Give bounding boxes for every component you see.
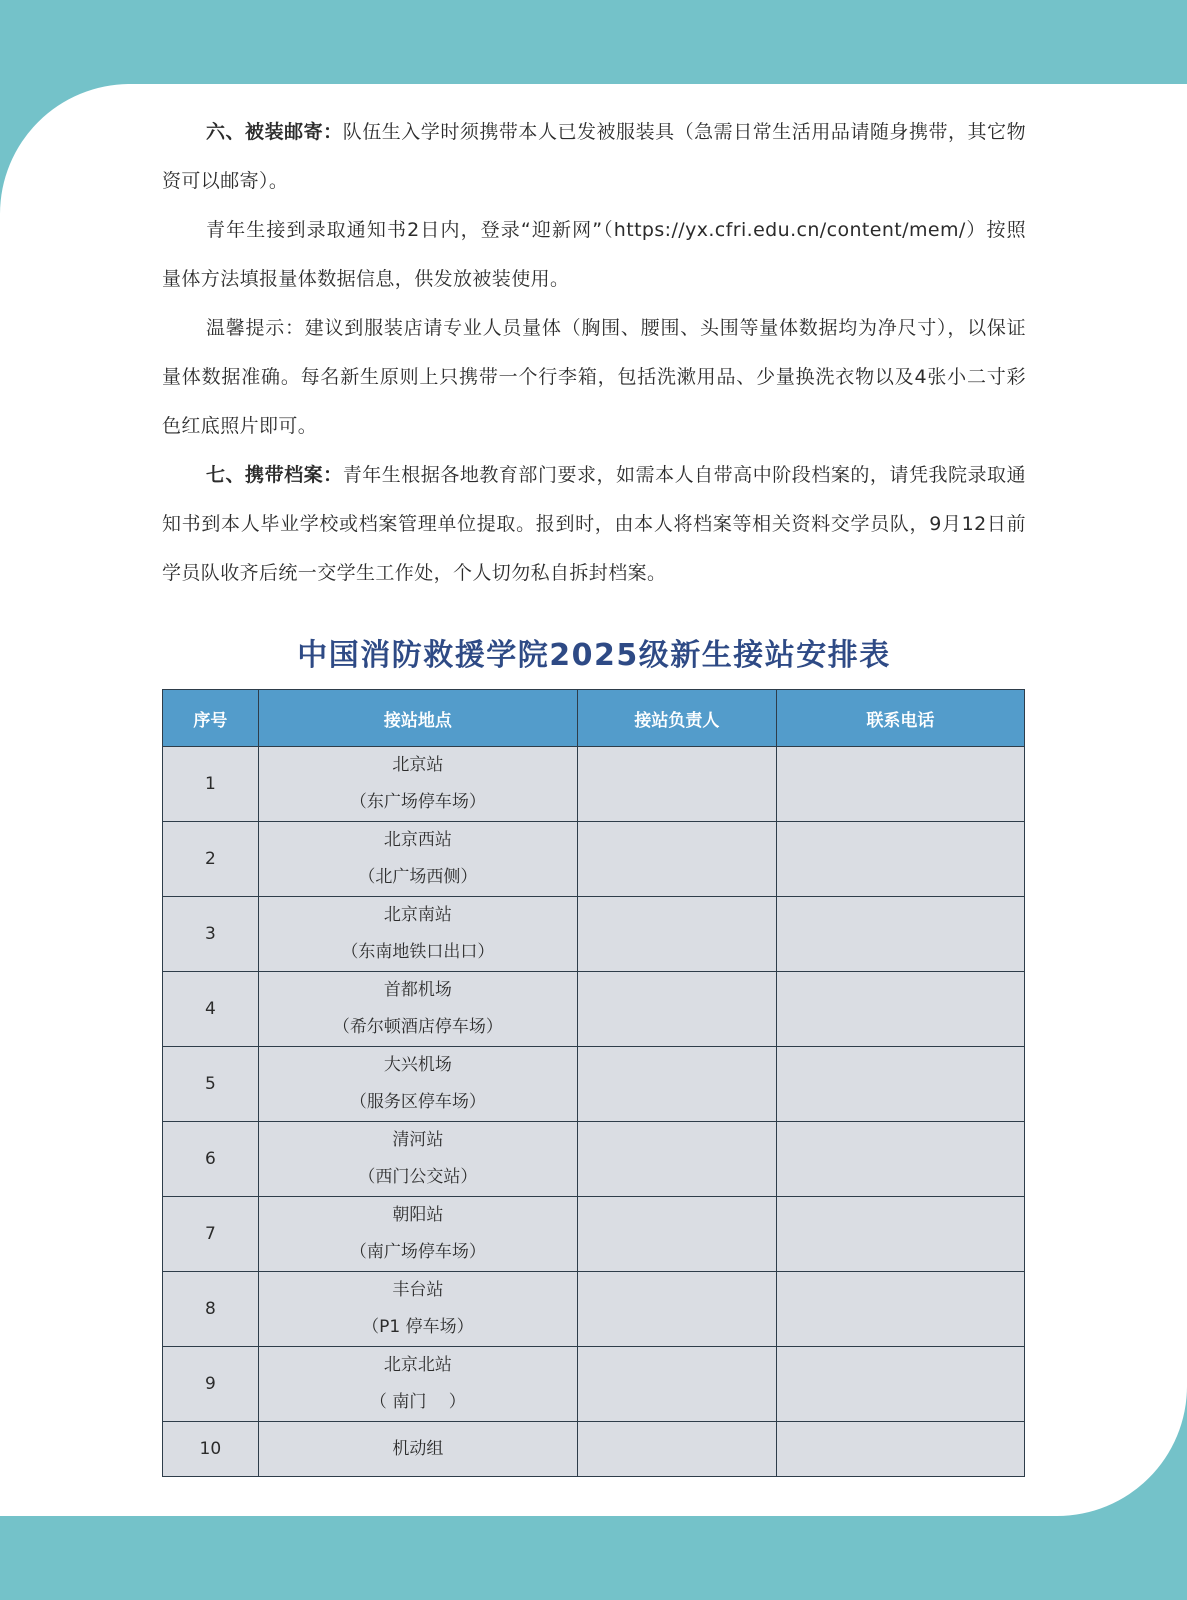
pickup-location <box>258 747 577 822</box>
table-title: 中国消防救援学院2025级新生接站安排表 <box>297 638 891 673</box>
section-text: 温馨提示：建议到服装店请专业人员量体（胸围、腰围、头围等量体数据均为净尺寸），以保证量体数据准确。每名新生原则上只携带一个行李箱，包括洗漱用品、少量换洗衣物以及4张小二寸彩色红底照片即可。 <box>162 317 1026 437</box>
contact-phone <box>776 747 1024 822</box>
pickup-location <box>258 822 577 897</box>
contact-phone <box>776 1272 1024 1347</box>
contact-phone <box>776 897 1024 972</box>
location-name: 北京西站 <box>383 830 452 850</box>
row-number: 9 <box>163 1347 259 1422</box>
pickup-location <box>258 1047 577 1122</box>
section-archives <box>162 451 1026 598</box>
section-text: 青年生根据各地教育部门要求，如需本人自带高中阶段档案的，请凭我院录取通知书到本人毕业学校或档案管理单位提取。报到时，由本人将档案等相关资料交学员队，9月12日前学员队收齐后统一交学生工作处，个人切勿私自拆封档案。 <box>162 464 1026 584</box>
location-detail: （ 南门 ） <box>369 1392 466 1412</box>
pickup-person <box>577 1122 776 1197</box>
table-row <box>163 822 1025 897</box>
pickup-person <box>577 1347 776 1422</box>
location-detail: （北广场西侧） <box>358 867 478 887</box>
pickup-person <box>577 972 776 1047</box>
contact-phone <box>776 1347 1024 1422</box>
table-row <box>163 1122 1025 1197</box>
location-detail: （服务区停车场） <box>349 1092 486 1112</box>
contact-phone <box>776 1422 1024 1477</box>
contact-phone <box>776 1197 1024 1272</box>
row-number: 1 <box>163 747 259 822</box>
row-number: 8 <box>163 1272 259 1347</box>
contact-phone <box>776 1122 1024 1197</box>
table-row <box>163 1347 1025 1422</box>
section-text: 青年生接到录取通知书2日内，登录“迎新网”（https://yx.cfri.edu.cn/content/mem/）按照量体方法填报量体数据信息，供发放被装使用。 <box>162 219 1026 290</box>
contact-phone <box>776 972 1024 1047</box>
pickup-person <box>577 897 776 972</box>
pickup-location <box>258 972 577 1047</box>
header-person: 接站负责人 <box>577 690 776 747</box>
location-detail: （东广场停车场） <box>349 792 486 812</box>
section-bedding-mail <box>162 108 1026 206</box>
row-number: 7 <box>163 1197 259 1272</box>
location-detail: （南广场停车场） <box>349 1242 486 1262</box>
pickup-schedule-table <box>162 689 1025 1477</box>
table-body <box>163 747 1025 1477</box>
pickup-person <box>577 1047 776 1122</box>
section-heading: 七、携带档案： <box>206 464 343 486</box>
section-measurement <box>162 206 1026 304</box>
location-name: 大兴机场 <box>383 1055 452 1075</box>
contact-phone <box>776 1047 1024 1122</box>
row-number: 2 <box>163 822 259 897</box>
location-name: 机动组 <box>392 1438 444 1459</box>
location-name: 北京北站 <box>383 1355 452 1375</box>
location-name: 首都机场 <box>383 980 452 1000</box>
contact-phone <box>776 822 1024 897</box>
pickup-person <box>577 1272 776 1347</box>
table-row <box>163 897 1025 972</box>
table-row <box>163 972 1025 1047</box>
header-no: 序号 <box>163 690 259 747</box>
pickup-person <box>577 747 776 822</box>
pickup-location <box>258 1122 577 1197</box>
location-name: 丰台站 <box>392 1280 444 1300</box>
header-phone: 联系电话 <box>776 690 1024 747</box>
location-name: 北京南站 <box>383 905 452 925</box>
header-location: 接站地点 <box>258 690 577 747</box>
table-header-row <box>163 690 1025 747</box>
section-text: 队伍生入学时须携带本人已发被服装具（急需日常生活用品请随身携带，其它物资可以邮寄）。 <box>162 121 1026 192</box>
table-row <box>163 1197 1025 1272</box>
row-number: 5 <box>163 1047 259 1122</box>
row-number: 4 <box>163 972 259 1047</box>
location-detail: （西门公交站） <box>358 1167 478 1187</box>
location-name: 清河站 <box>392 1130 444 1150</box>
section-tips <box>162 304 1026 451</box>
location-detail: （东南地铁口出口） <box>341 942 495 962</box>
row-number: 10 <box>163 1422 259 1477</box>
location-name: 北京站 <box>392 755 444 775</box>
pickup-location <box>258 1272 577 1347</box>
pickup-person <box>577 1422 776 1477</box>
row-number: 3 <box>163 897 259 972</box>
document-body <box>162 108 1026 598</box>
location-name: 朝阳站 <box>392 1205 444 1225</box>
table-row <box>163 1422 1025 1477</box>
pickup-person <box>577 1197 776 1272</box>
pickup-location <box>258 1347 577 1422</box>
table-row <box>163 1272 1025 1347</box>
location-detail: （P1 停车场） <box>362 1317 474 1337</box>
pickup-person <box>577 822 776 897</box>
pickup-location <box>258 1197 577 1272</box>
pickup-location <box>258 1422 577 1477</box>
table-row <box>163 1047 1025 1122</box>
location-detail: （希尔顿酒店停车场） <box>332 1017 503 1037</box>
table-row <box>163 747 1025 822</box>
section-heading: 六、被装邮寄： <box>206 121 343 143</box>
row-number: 6 <box>163 1122 259 1197</box>
pickup-location <box>258 897 577 972</box>
